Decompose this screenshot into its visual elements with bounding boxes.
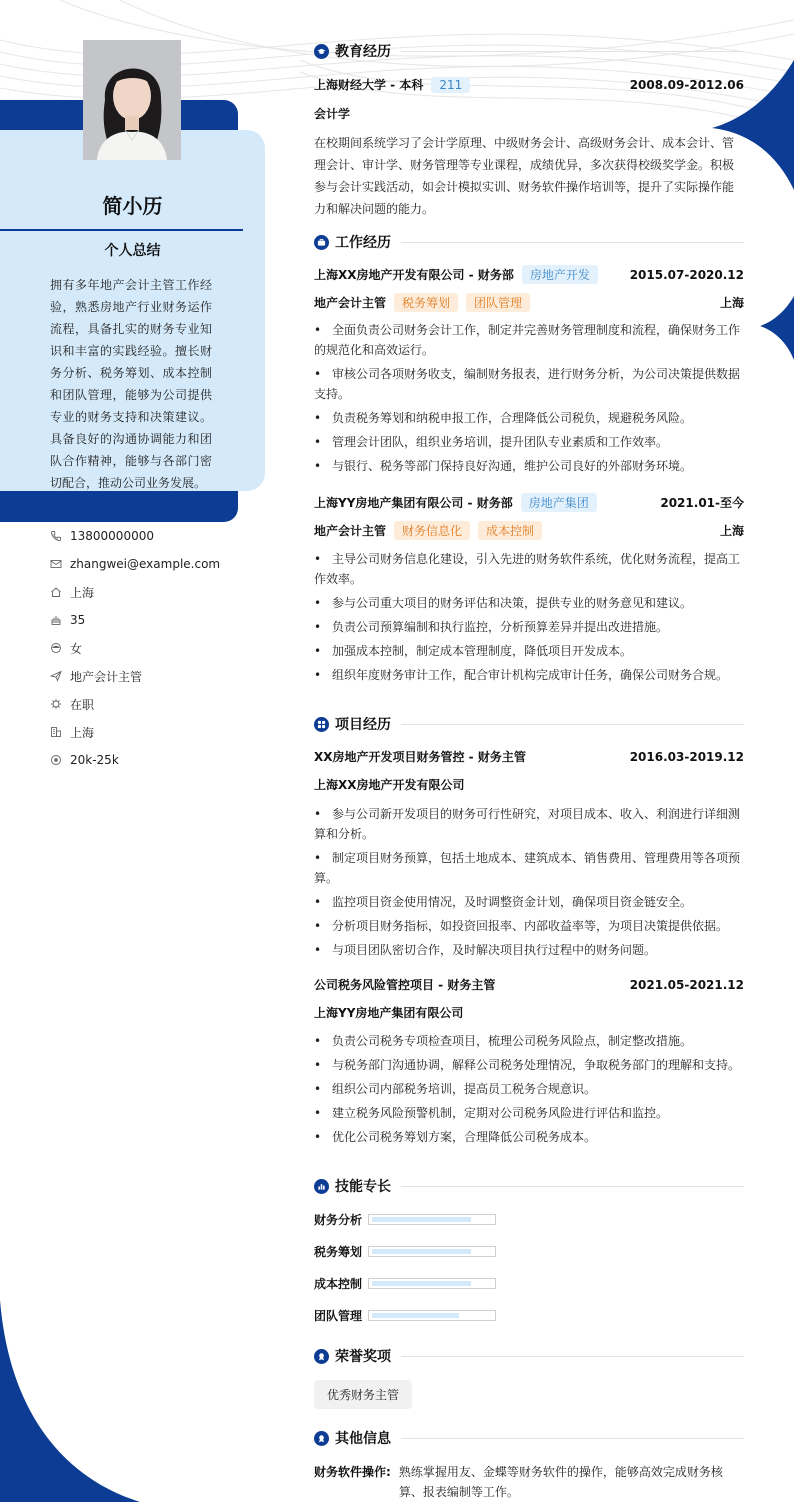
contact-location-text: 上海 — [70, 585, 95, 600]
list-item: • 组织公司内部税务培训，提高员工税务合规意识。 — [314, 1082, 597, 1096]
briefcase-icon — [314, 235, 329, 250]
contact-age-text: 35 — [70, 613, 86, 627]
section-divider — [401, 242, 744, 243]
skills-header — [314, 1176, 744, 1196]
projects-header — [314, 714, 744, 734]
section-divider — [401, 51, 744, 52]
summary-title: 个人总结 — [104, 243, 161, 259]
skill-row — [314, 1275, 496, 1292]
job-1-period: 2015.07-2020.12 — [629, 267, 744, 282]
salary-icon — [50, 754, 62, 766]
send-icon — [50, 670, 62, 682]
summary-text: 拥有多年地产会计主管工作经验，熟悉房地产行业财务运作流程，具备扎实的财务专业知识和丰富的实践经验。擅长财务分析、税务筹划、成本控制和团队管理，能够为公司提供专业的财务支持和决策建议。具备良好的沟通协调能力和团队合作精神，能够与各部门密切配合，推动公司业务发展。 — [50, 278, 212, 490]
job-1-company-row — [314, 265, 744, 284]
contact-phone-text: 13800000000 — [70, 529, 154, 543]
project-2-company-row — [314, 1004, 744, 1021]
job-1-company: 上海XX房地产开发有限公司 - 财务部 — [314, 268, 514, 282]
contact-status — [50, 690, 220, 718]
section-divider — [401, 1356, 744, 1357]
job-1-position: 地产会计主管 — [314, 296, 387, 310]
chart-icon — [314, 1179, 329, 1194]
school-name: 上海财经大学 - 本科 — [314, 78, 424, 92]
job-1-tag-2: 团队管理 — [466, 293, 530, 312]
projects-title: 项目经历 — [335, 717, 391, 733]
skill-bar — [368, 1246, 496, 1257]
project-2-duties — [314, 1031, 744, 1151]
graduation-cap-icon — [314, 44, 329, 59]
job-2-tag-1: 财务信息化 — [394, 521, 470, 540]
status-icon — [50, 698, 62, 710]
job-2-tag-2: 成本控制 — [478, 521, 542, 540]
skill-bar — [368, 1310, 496, 1321]
job-1-position-row — [314, 293, 744, 312]
project-1-company: 上海XX房地产开发有限公司 — [314, 778, 465, 792]
major: 会计学 — [314, 107, 351, 121]
job-2-position-row — [314, 521, 744, 540]
project-1-company-row — [314, 776, 744, 793]
list-item: • 全面负责公司财务会计工作，制定并完善财务管理制度和流程，确保财务工作的规范化和高效运行。 — [314, 323, 741, 357]
job-2-company-row — [314, 493, 744, 512]
skill-row — [314, 1243, 496, 1260]
list-item: • 制定项目财务预算，包括土地成本、建筑成本、销售费用、管理费用等各项预算。 — [314, 851, 741, 885]
contact-location — [50, 578, 220, 606]
building-icon — [50, 726, 62, 738]
contact-city — [50, 718, 220, 746]
contact-position — [50, 662, 220, 690]
project-1-name: XX房地产开发项目财务管控 - 财务主管 — [314, 750, 526, 764]
mail-icon — [50, 558, 62, 570]
skill-name: 成本控制 — [314, 1277, 363, 1291]
contact-list — [50, 522, 220, 774]
skill-bar — [368, 1214, 496, 1225]
list-item: • 审核公司各项财务收支，编制财务报表，进行财务分析，为公司决策提供数据支持。 — [314, 367, 741, 401]
project-1-duties — [314, 804, 744, 964]
section-divider — [401, 724, 744, 725]
job-2-industry-tag: 房地产集团 — [521, 493, 597, 512]
list-item: • 组织年度财务审计工作，配合审计机构完成审计任务，确保公司财务合规。 — [314, 668, 729, 682]
other-value: 熟练掌握用友、金蝶等财务软件的操作，能够高效完成财务核算、报表编制等工作。 — [398, 1465, 723, 1499]
job-2-position: 地产会计主管 — [314, 524, 387, 538]
work-title: 工作经历 — [335, 235, 391, 251]
list-item: • 分析项目财务指标，如投资回报率、内部收益率等，为项目决策提供依据。 — [314, 919, 729, 933]
education-period: 2008.09-2012.06 — [629, 77, 744, 92]
list-item: • 监控项目资金使用情况，及时调整资金计划，确保项目资金链安全。 — [314, 895, 693, 909]
job-2-duties — [314, 549, 744, 689]
avatar-icon — [83, 40, 181, 160]
info-icon — [314, 1431, 329, 1446]
contact-age — [50, 606, 220, 634]
contact-position-text: 地产会计主管 — [70, 669, 143, 684]
education-title: 教育经历 — [335, 44, 391, 60]
skills-title: 技能专长 — [335, 1179, 391, 1195]
phone-icon — [50, 530, 62, 542]
contact-salary — [50, 746, 220, 774]
contact-phone — [50, 522, 220, 550]
gender-icon — [50, 642, 62, 654]
project-2-row — [314, 976, 744, 993]
contact-status-text: 在职 — [70, 697, 95, 712]
home-icon — [50, 586, 62, 598]
project-2-company: 上海YY房地产集团有限公司 — [314, 1006, 464, 1020]
section-divider — [401, 1438, 744, 1439]
award-icon — [314, 1349, 329, 1364]
list-item: • 管理会计团队，组织业务培训，提升团队专业素质和工作效率。 — [314, 435, 669, 449]
list-item: • 优化公司税务筹划方案，合理降低公司税务成本。 — [314, 1130, 597, 1144]
school-tag: 211 — [431, 77, 470, 93]
name-divider — [0, 229, 243, 231]
contact-city-text: 上海 — [70, 725, 95, 740]
skill-row — [314, 1307, 496, 1324]
list-item: • 主导公司财务信息化建设，引入先进的财务软件系统，优化财务流程，提高工作效率。 — [314, 552, 741, 586]
awards-header — [314, 1346, 744, 1366]
list-item: • 与项目团队密切合作，及时解决项目执行过程中的财务问题。 — [314, 943, 657, 957]
skill-row — [314, 1211, 496, 1228]
other-row — [314, 1462, 744, 1502]
contact-email-text: zhangwei@example.com — [70, 557, 221, 571]
grid-icon — [314, 717, 329, 732]
contact-email — [50, 550, 220, 578]
list-item: • 参与公司重大项目的财务评估和决策，提供专业的财务意见和建议。 — [314, 596, 693, 610]
project-1-row — [314, 748, 744, 765]
list-item: • 负责公司预算编制和执行监控，分析预算差异并提出改进措施。 — [314, 620, 669, 634]
avatar-photo — [83, 40, 181, 160]
list-item: • 负责税务筹划和纳税申报工作，合理降低公司税负，规避税务风险。 — [314, 411, 693, 425]
job-2-city: 上海 — [719, 524, 744, 538]
candidate-name: 简小历 — [102, 194, 163, 218]
skill-bar — [368, 1278, 496, 1289]
contact-salary-text: 20k-25k — [70, 753, 119, 767]
work-header — [314, 232, 744, 252]
project-1-period: 2016.03-2019.12 — [629, 749, 744, 764]
other-title: 其他信息 — [335, 1431, 391, 1447]
awards-title: 荣誉奖项 — [335, 1349, 391, 1365]
job-2-period: 2021.01-至今 — [660, 496, 744, 510]
project-2-name: 公司税务风险管控项目 - 财务主管 — [314, 978, 496, 992]
age-icon — [50, 614, 62, 626]
education-header — [314, 41, 744, 61]
job-2-company: 上海YY房地产集团有限公司 - 财务部 — [314, 496, 513, 510]
job-1-duties — [314, 320, 744, 480]
list-item: • 与银行、税务等部门保持良好沟通，维护公司良好的外部财务环境。 — [314, 459, 693, 473]
major-row — [314, 105, 744, 122]
project-2-period: 2021.05-2021.12 — [629, 977, 744, 992]
job-1-tag-1: 税务筹划 — [394, 293, 458, 312]
education-desc: 在校期间系统学习了会计学原理、中级财务会计、高级财务会计、成本会计、管理会计、审计学、财务管理等专业课程，成绩优异，多次获得校级奖学金。积极参与会计实践活动，如会计模拟实训、财务软件操作培训等，提升了实际操作能力和解决问题的能力。 — [314, 136, 735, 216]
other-label: 财务软件操作: — [314, 1465, 391, 1479]
skill-name: 团队管理 — [314, 1309, 363, 1323]
list-item: • 参与公司新开发项目的财务可行性研究，对项目成本、收入、利润进行详细测算和分析。 — [314, 807, 741, 841]
list-item: • 与税务部门沟通协调，解释公司税务处理情况，争取税务部门的理解和支持。 — [314, 1058, 741, 1072]
skill-name: 税务筹划 — [314, 1245, 363, 1259]
list-item: • 建立税务风险预警机制，定期对公司税务风险进行评估和监控。 — [314, 1106, 669, 1120]
job-1-industry-tag: 房地产开发 — [522, 265, 598, 284]
skill-name: 财务分析 — [314, 1213, 363, 1227]
award-chip: 优秀财务主管 — [314, 1380, 412, 1409]
education-row — [314, 76, 744, 93]
other-header — [314, 1428, 744, 1448]
list-item: • 加强成本控制，制定成本管理制度，降低项目开发成本。 — [314, 644, 633, 658]
job-1-city: 上海 — [719, 296, 744, 310]
section-divider — [401, 1186, 744, 1187]
list-item: • 负责公司税务专项检查项目，梳理公司税务风险点，制定整改措施。 — [314, 1034, 693, 1048]
contact-gender — [50, 634, 220, 662]
contact-gender-text: 女 — [70, 641, 83, 656]
